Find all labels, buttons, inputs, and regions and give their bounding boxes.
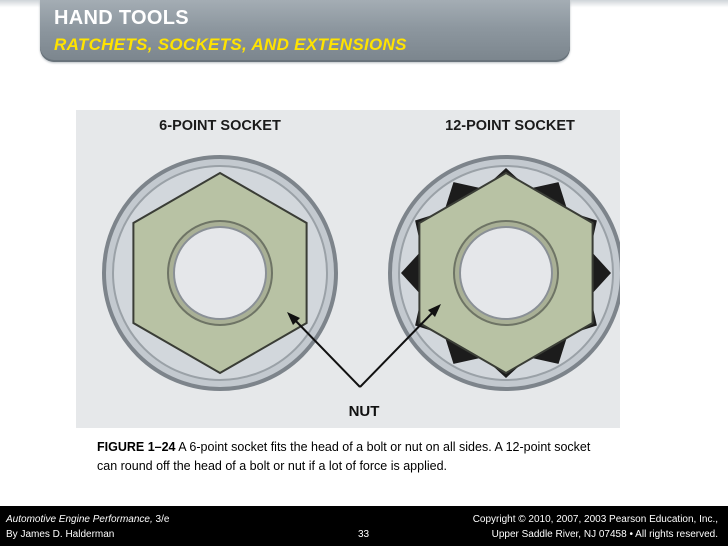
footer-copyright-line2: Upper Saddle River, NJ 07458 • All rights reserved. <box>491 529 718 540</box>
page-number: 33 <box>358 529 370 540</box>
footer-edition: 3/e <box>152 514 170 525</box>
caption-text: A 6-point socket fits the head of a bolt or nut on all sides. A 12-point socket can round off the head of a bolt or nut if a lot of force is applied. <box>97 440 591 473</box>
footer-book <box>6 514 169 525</box>
figure-caption <box>97 438 607 476</box>
caption-label: FIGURE 1–24 <box>97 440 176 454</box>
socket-figure <box>76 110 620 428</box>
footer-book-title: Automotive Engine Performance, <box>6 514 153 525</box>
nut-label: NUT <box>348 403 380 420</box>
slide-header <box>0 0 728 62</box>
twelve-point-bolt-hole <box>460 227 552 319</box>
title-bar <box>40 0 570 62</box>
six-point-label: 6-POINT SOCKET <box>159 118 281 134</box>
twelve-point-label: 12-POINT SOCKET <box>445 118 575 134</box>
six-point-bolt-hole <box>174 227 266 319</box>
footer-author: By James D. Halderman <box>6 529 115 540</box>
slide-subtitle: RATCHETS, SOCKETS, AND EXTENSIONS <box>54 35 407 54</box>
footer-copyright-line1: Copyright © 2010, 2007, 2003 Pearson Education, Inc., <box>472 514 718 525</box>
slide-title: HAND TOOLS <box>54 7 189 29</box>
slide-footer <box>0 506 728 546</box>
socket-diagram <box>76 110 620 428</box>
